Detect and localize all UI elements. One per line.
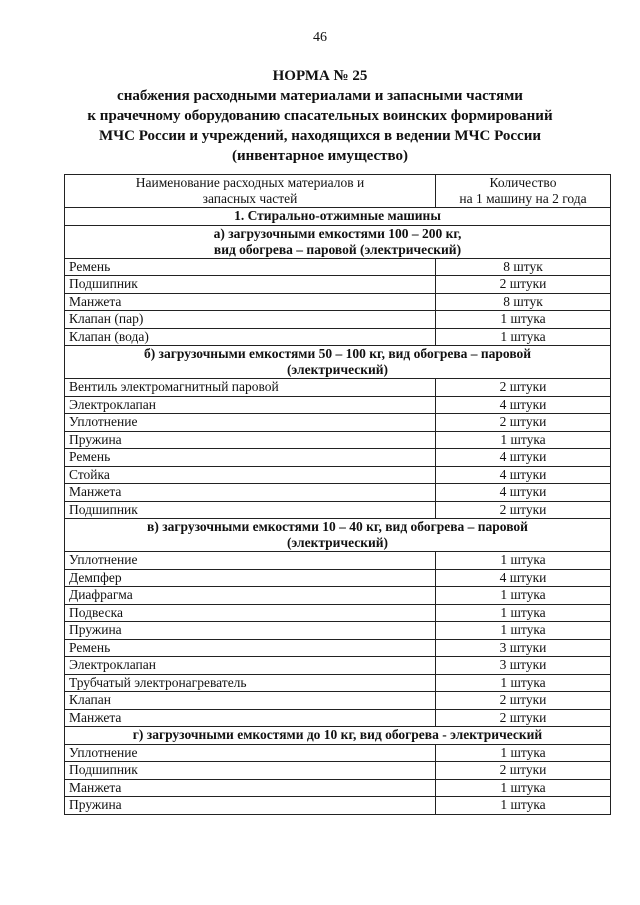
item-name: Ремень [65,258,436,276]
item-quantity: 3 штуки [436,657,611,675]
table-row [65,587,611,605]
item-quantity: 4 штуки [436,569,611,587]
item-name: Ремень [65,639,436,657]
item-name: Манжета [65,293,436,311]
item-name: Манжета [65,484,436,502]
supplies-norm-table [64,174,611,815]
item-name: Подшипник [65,501,436,519]
table-row [65,674,611,692]
item-name: Клапан (вода) [65,328,436,346]
item-quantity: 8 штук [436,293,611,311]
table-row [65,692,611,710]
group-title-line: г) загрузочными емкостями до 10 кг, вид обогрева - электрический [132,727,543,743]
header-text: на 1 машину на 2 года [459,191,587,206]
table-row [65,709,611,727]
heading-line: (инвентарное имущество) [231,148,408,164]
group-title-line: вид обогрева – паровой (электрический) [213,241,462,257]
table-row [65,484,611,502]
item-name: Подшипник [65,276,436,294]
table-row [65,258,611,276]
item-quantity: 2 штуки [436,379,611,397]
group-title-line: в) загрузочными емкостями 10 – 40 кг, вид обогрева – паровой [147,519,528,534]
item-quantity: 2 штуки [436,501,611,519]
section-title-row [65,208,611,226]
group-title-line: а) загрузочными емкостями 100 – 200 кг, [213,225,462,241]
group-title [65,727,611,745]
header-text: запасных частей [202,191,298,206]
item-name: Ремень [65,449,436,467]
heading-line: МЧС России и учреждений, находящихся в ведении МЧС России [98,128,541,144]
item-quantity: 4 штуки [436,484,611,502]
item-quantity: 1 штука [436,622,611,640]
item-name: Электроклапан [65,396,436,414]
heading-line: к прачечному оборудованию спасательных воинских формирований [87,108,553,124]
item-quantity: 2 штуки [436,414,611,432]
group-title [65,346,611,379]
item-name: Пружина [65,622,436,640]
quantity-column-header [436,175,611,208]
table-row [65,639,611,657]
item-name: Пружина [65,797,436,815]
section-title: 1. Стирально-отжимные машины [65,208,611,226]
item-quantity: 3 штуки [436,639,611,657]
item-quantity: 2 штуки [436,762,611,780]
table-row [65,449,611,467]
item-name: Уплотнение [65,744,436,762]
table-row [65,622,611,640]
item-quantity: 8 штук [436,258,611,276]
group-title-row [65,727,611,745]
table-row [65,552,611,570]
item-quantity: 1 штука [436,779,611,797]
item-quantity: 2 штуки [436,709,611,727]
table-row [65,293,611,311]
item-name: Стойка [65,466,436,484]
table-row [65,604,611,622]
item-quantity: 2 штуки [436,276,611,294]
item-quantity: 4 штуки [436,396,611,414]
item-quantity: 1 штука [436,604,611,622]
document-heading [0,66,640,166]
table-row [65,328,611,346]
table-row [65,569,611,587]
table-row [65,466,611,484]
item-quantity: 1 штука [436,797,611,815]
header-text: Наименование расходных материалов и [135,175,365,190]
group-title [65,519,611,552]
item-name: Подвеска [65,604,436,622]
item-quantity: 4 штуки [436,449,611,467]
table-row [65,501,611,519]
table-row [65,657,611,675]
table-row [65,311,611,329]
table-row [65,379,611,397]
item-quantity: 1 штука [436,431,611,449]
item-quantity: 1 штука [436,587,611,605]
item-quantity: 1 штука [436,744,611,762]
group-title-line: (электрический) [286,535,389,550]
norm-title: НОРМА № 25 [272,68,368,84]
item-quantity: 1 штука [436,552,611,570]
item-name: Диафрагма [65,587,436,605]
name-column-header [65,175,436,208]
item-quantity: 1 штука [436,328,611,346]
item-quantity: 1 штука [436,674,611,692]
group-title-row [65,346,611,379]
group-title [65,225,611,258]
item-name: Манжета [65,709,436,727]
page-number: 46 [313,30,327,45]
table-row [65,431,611,449]
table-row [65,797,611,815]
header-text: Количество [489,175,557,190]
item-name: Демпфер [65,569,436,587]
table-row [65,396,611,414]
table-row [65,414,611,432]
table-header-row [65,175,611,208]
table-row [65,744,611,762]
item-name: Клапан [65,692,436,710]
item-quantity: 4 штуки [436,466,611,484]
item-name: Клапан (пар) [65,311,436,329]
item-name: Трубчатый электронагреватель [65,674,436,692]
heading-line: снабжения расходными материалами и запасными частями [117,88,523,104]
item-name: Подшипник [65,762,436,780]
item-name: Уплотнение [65,414,436,432]
item-name: Уплотнение [65,552,436,570]
item-name: Пружина [65,431,436,449]
item-name: Вентиль электромагнитный паровой [65,379,436,397]
group-title-line: б) загрузочными емкостями 50 – 100 кг, вид обогрева – паровой [143,346,532,361]
table-row [65,762,611,780]
item-quantity: 2 штуки [436,692,611,710]
group-title-row [65,225,611,258]
table-row [65,276,611,294]
group-title-line: (электрический) [286,362,389,377]
item-name: Манжета [65,779,436,797]
item-name: Электроклапан [65,657,436,675]
table-row [65,779,611,797]
item-quantity: 1 штука [436,311,611,329]
group-title-row [65,519,611,552]
